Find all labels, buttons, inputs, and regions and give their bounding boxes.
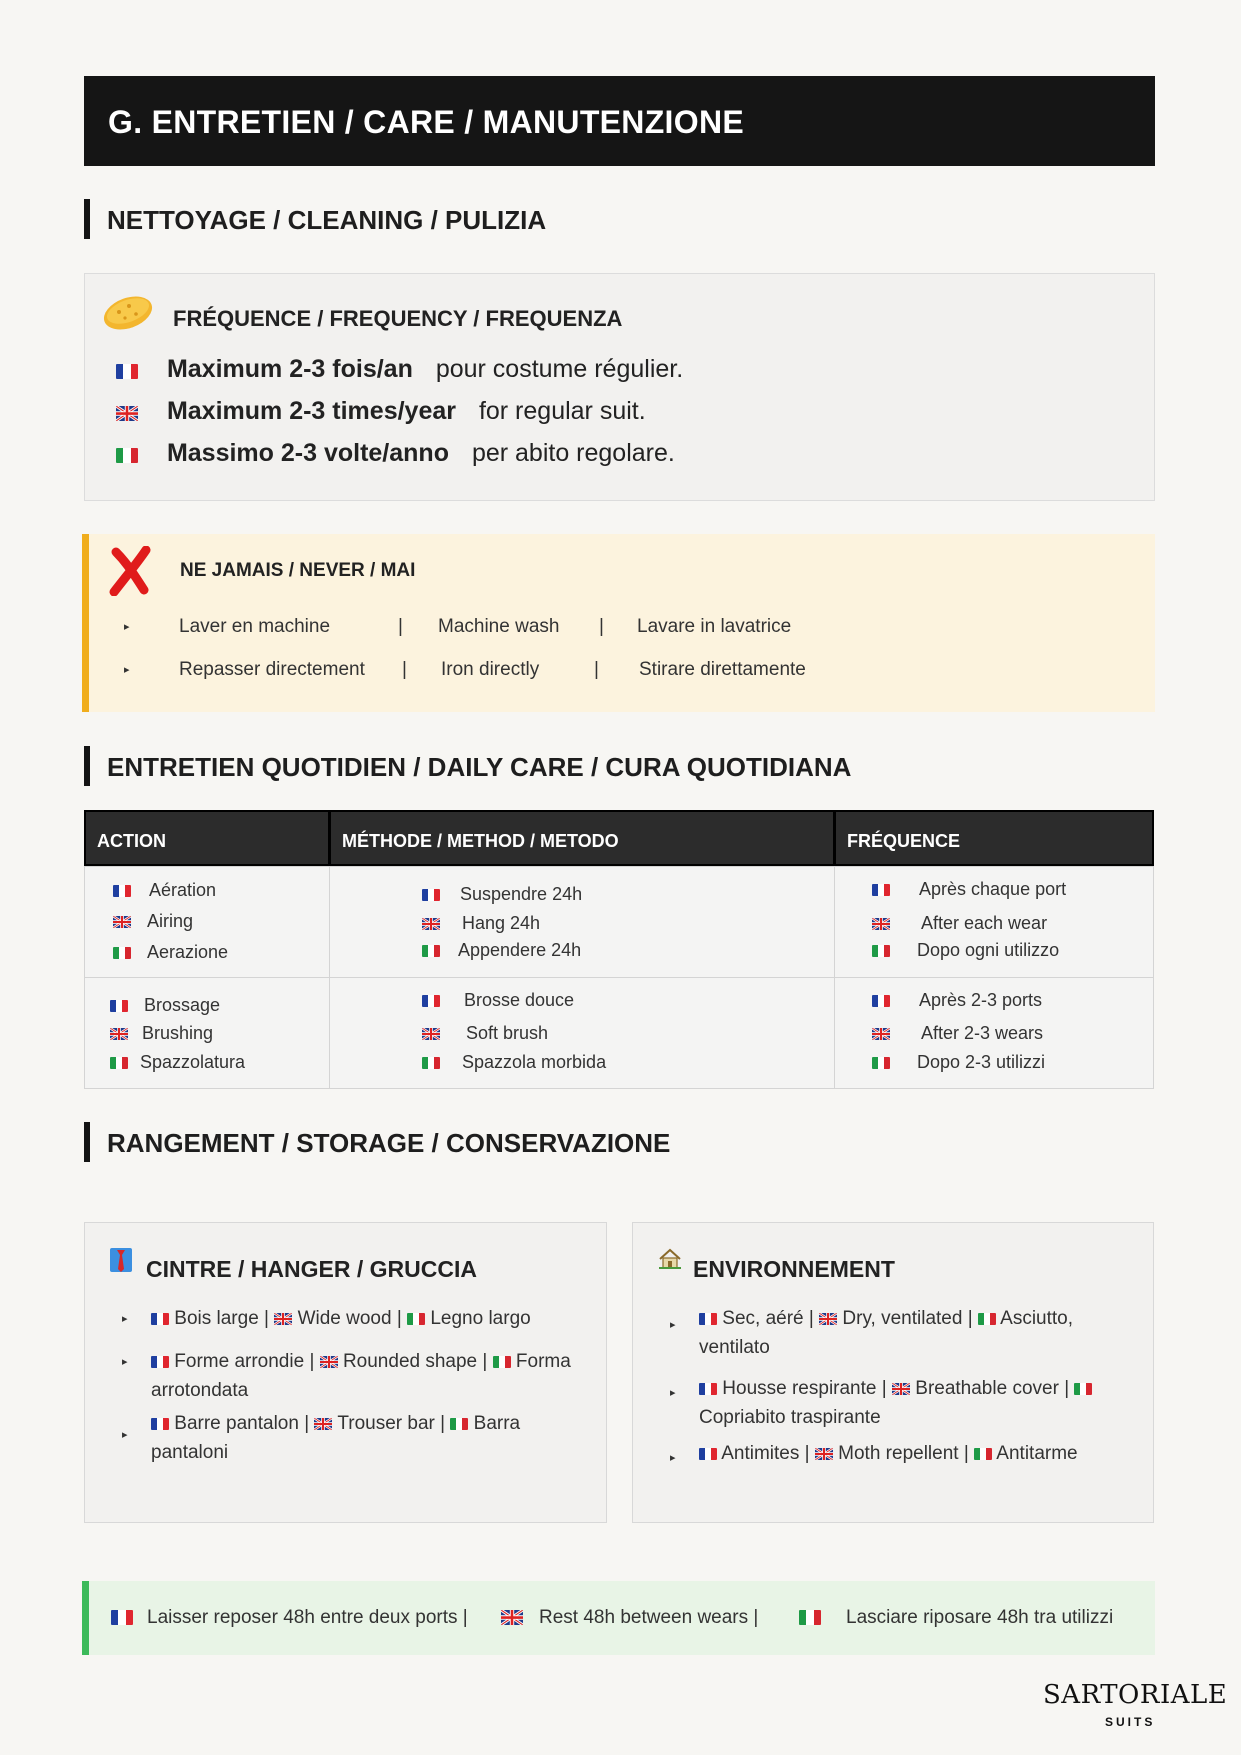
italy-flag-icon — [113, 947, 131, 959]
frequency-title: FRÉQUENCE / FREQUENCY / FREQUENZA — [173, 306, 623, 331]
italy-flag-icon — [872, 945, 890, 957]
table-row-2-freq-it: Dopo 2-3 utilizzi — [872, 1052, 1045, 1073]
bullet-icon: ▸ — [124, 664, 130, 676]
page-title: G. ENTRETIEN / CARE / MANUTENZIONE — [108, 104, 744, 140]
rest-text-it: Lasciare riposare 48h tra utilizzi — [799, 1607, 1113, 1629]
bullet-icon: ▸ — [670, 1452, 676, 1464]
table-row-1-action-it: Aerazione — [113, 942, 228, 963]
table-row-2-freq-fr: Après 2-3 ports — [872, 990, 1042, 1011]
table-row-1-method-en: Hang 24h — [422, 913, 540, 934]
separator: | — [398, 616, 403, 637]
france-flag-icon — [111, 1610, 133, 1625]
section-marker — [84, 199, 90, 239]
france-flag-icon — [699, 1383, 717, 1395]
uk-flag-icon — [320, 1356, 338, 1368]
separator: | — [599, 616, 604, 637]
frequency-it-rest: per abito regolare. — [471, 439, 675, 467]
separator: | — [594, 659, 599, 680]
table-row-1-freq-it: Dopo ogni utilizzo — [872, 940, 1059, 961]
france-flag-icon — [113, 885, 131, 897]
never-item-it: Lavare in lavatrice — [637, 616, 792, 637]
uk-flag-icon — [113, 916, 131, 928]
uk-flag-icon — [501, 1610, 523, 1625]
frequency-line-it — [116, 439, 675, 468]
uk-flag-icon — [872, 918, 890, 930]
frequency-en-rest: for regular suit. — [478, 397, 646, 425]
italy-flag-icon — [450, 1418, 468, 1430]
table-row-2-method-fr: Brosse douce — [422, 990, 574, 1011]
section-title-daily-care: ENTRETIEN QUOTIDIEN / DAILY CARE / CURA QUOTIDIANA — [107, 752, 852, 782]
environment-item-1: Sec, aéré | Dry, ventilated | Asciutto, ventilato — [699, 1308, 1074, 1358]
france-flag-icon — [422, 995, 440, 1007]
table-row-2-method-en: Soft brush — [422, 1023, 548, 1044]
section-marker — [84, 746, 90, 786]
uk-flag-icon — [274, 1313, 292, 1325]
uk-flag-icon — [422, 1028, 440, 1040]
table-row-2-method-it: Spazzola morbida — [422, 1052, 606, 1073]
bullet-icon: ▸ — [670, 1387, 676, 1399]
hanger-item-3: Barre pantalon | Trouser bar | Barra pantaloni — [151, 1413, 521, 1463]
france-flag-icon — [699, 1313, 717, 1325]
table-header-action: ACTION — [84, 810, 330, 866]
never-item-en: Machine wash — [438, 616, 560, 637]
france-flag-icon — [872, 884, 890, 896]
never-item-fr: Laver en machine — [179, 616, 331, 637]
uk-flag-icon — [422, 918, 440, 930]
uk-flag-icon — [872, 1028, 890, 1040]
brand-logo: SARTORIALE — [1043, 1680, 1228, 1710]
never-item-fr: Repasser directement — [179, 659, 365, 680]
uk-flag-icon — [314, 1418, 332, 1430]
france-flag-icon — [422, 889, 440, 901]
france-flag-icon — [151, 1418, 169, 1430]
table-header-method: MÉTHODE / METHOD / METODO — [329, 810, 835, 866]
bullet-icon: ▸ — [122, 1356, 128, 1368]
table-row-1-freq-en: After each wear — [872, 913, 1047, 934]
table-row-1-action-fr: Aération — [113, 880, 216, 901]
table-row-1-action-en: Airing — [113, 911, 193, 932]
table-row-1-method-fr: Suspendre 24h — [422, 884, 582, 905]
france-flag-icon — [699, 1448, 717, 1460]
never-item-it: Stirare direttamente — [639, 659, 806, 680]
italy-flag-icon — [872, 1057, 890, 1069]
uk-flag-icon — [815, 1448, 833, 1460]
frequency-it-bold: Massimo 2-3 volte/anno — [166, 439, 449, 467]
hanger-title: CINTRE / HANGER / GRUCCIA — [146, 1256, 477, 1282]
section-title-cleaning: NETTOYAGE / CLEANING / PULIZIA — [107, 205, 547, 235]
uk-flag-icon — [110, 1028, 128, 1040]
italy-flag-icon — [974, 1448, 992, 1460]
hanger-item-1: Bois large | Wide wood | Legno largo — [151, 1304, 581, 1333]
frequency-fr-rest: pour costume régulier. — [435, 355, 684, 383]
table-row-2-action-it: Spazzolatura — [110, 1052, 245, 1073]
house-icon — [658, 1247, 682, 1276]
frequency-line-en — [116, 397, 646, 426]
rest-text-fr: Laisser reposer 48h entre deux ports | — [111, 1607, 468, 1629]
france-flag-icon — [116, 364, 138, 379]
italy-flag-icon — [799, 1610, 821, 1625]
table-row-2-freq-en: After 2-3 wears — [872, 1023, 1043, 1044]
brand-logo-sub: SUITS — [1105, 1715, 1156, 1729]
never-title: NE JAMAIS / NEVER / MAI — [180, 560, 416, 581]
table-row-1-freq-fr: Après chaque port — [872, 879, 1066, 900]
uk-flag-icon — [819, 1313, 837, 1325]
italy-flag-icon — [422, 945, 440, 957]
rest-text-en: Rest 48h between wears | — [501, 1607, 758, 1629]
table-header-frequency: FRÉQUENCE — [834, 810, 1154, 866]
bullet-icon: ▸ — [122, 1429, 128, 1441]
section-title-storage: RANGEMENT / STORAGE / CONSERVAZIONE — [107, 1128, 671, 1158]
italy-flag-icon — [407, 1313, 425, 1325]
france-flag-icon — [151, 1356, 169, 1368]
section-marker — [84, 1122, 90, 1162]
sponge-icon — [101, 290, 155, 341]
separator: | — [402, 659, 407, 680]
frequency-fr-bold: Maximum 2-3 fois/an — [166, 355, 413, 383]
uk-flag-icon — [116, 406, 138, 421]
table-row-2-action-en: Brushing — [110, 1023, 213, 1044]
italy-flag-icon — [116, 448, 138, 463]
hanger-item-2: Forme arrondie | Rounded shape | Forma arrotondata — [151, 1351, 571, 1401]
italy-flag-icon — [493, 1356, 511, 1368]
italy-flag-icon — [1074, 1383, 1092, 1395]
bullet-icon: ▸ — [124, 621, 130, 633]
france-flag-icon — [110, 1000, 128, 1012]
bullet-icon: ▸ — [670, 1319, 676, 1331]
italy-flag-icon — [110, 1057, 128, 1069]
frequency-line-fr — [116, 355, 683, 384]
bullet-icon: ▸ — [122, 1313, 128, 1325]
uk-flag-icon — [892, 1383, 910, 1395]
never-item-en: Iron directly — [441, 659, 540, 680]
cross-icon — [108, 546, 154, 601]
france-flag-icon — [151, 1313, 169, 1325]
table-cell — [329, 866, 835, 978]
italy-flag-icon — [422, 1057, 440, 1069]
environment-item-2: Housse respirante | Breathable cover | Copriabito traspirante — [699, 1374, 1119, 1432]
frequency-en-bold: Maximum 2-3 times/year — [166, 397, 456, 425]
hanger-icon — [109, 1247, 133, 1278]
italy-flag-icon — [978, 1313, 996, 1325]
environment-item-3: Antimites | Moth repellent | Antitarme — [699, 1439, 1139, 1468]
environment-title: ENVIRONNEMENT — [693, 1256, 895, 1282]
table-row-1-method-it: Appendere 24h — [422, 940, 581, 961]
table-row-2-action-fr: Brossage — [110, 995, 220, 1016]
france-flag-icon — [872, 995, 890, 1007]
